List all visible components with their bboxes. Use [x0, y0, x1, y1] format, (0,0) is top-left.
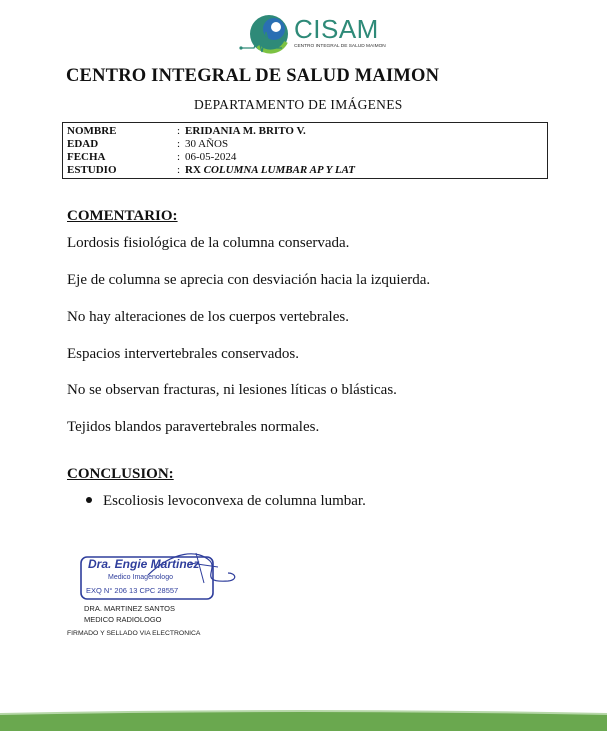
conclusion-heading: CONCLUSION: — [67, 466, 174, 482]
patient-label: NOMBRE — [67, 125, 117, 137]
stamp-ids: EXQ N° 206 13 CPC 28557 — [86, 586, 179, 595]
comentario-line: Lordosis fisiológica de la columna conservada. — [67, 235, 350, 251]
patient-study-value — [185, 164, 355, 177]
signer-title: MEDICO RADIOLOGO — [84, 615, 162, 624]
study-prefix: RX — [185, 164, 201, 176]
stamp-name: Dra. Engie Martinez — [88, 557, 200, 571]
comentario-line: Tejidos blandos paravertebrales normales. — [67, 419, 320, 435]
comentario-line: Eje de columna se aprecia con desviación hacia la izquierda. — [67, 272, 431, 288]
page-title: CENTRO INTEGRAL DE SALUD MAIMON — [66, 66, 440, 86]
patient-date-value: 06-05-2024 — [185, 151, 237, 163]
department-title: DEPARTAMENTO DE IMÁGENES — [194, 97, 403, 112]
patient-label: ESTUDIO — [67, 164, 117, 176]
bullet-icon — [86, 497, 92, 503]
signer-name: DRA. MARTINEZ SANTOS — [84, 604, 175, 613]
study-name: COLUMNA LUMBAR AP Y LAT — [203, 164, 356, 176]
signature-stamp — [78, 543, 243, 605]
patient-label: FECHA — [67, 151, 106, 163]
comentario-line: No hay alteraciones de los cuerpos vertebrales. — [67, 309, 349, 325]
patient-age-value: 30 AÑOS — [185, 138, 229, 150]
logo-name: CISAM — [294, 14, 379, 44]
patient-label: EDAD — [67, 138, 99, 150]
stamp-role: Medico Imagenologo — [108, 574, 173, 581]
logo-subtitle: CENTRO INTEGRAL DE SALUD MAIMON — [294, 44, 386, 49]
patient-name-value: ERIDANIA M. BRITO V. — [185, 125, 306, 137]
comentario-line: No se observan fracturas, ni lesiones líticas o blásticas. — [67, 382, 397, 398]
conclusion-item: Escoliosis levoconvexa de columna lumbar. — [103, 493, 366, 509]
colon: : — [177, 138, 181, 150]
comentario-line: Espacios intervertebrales conservados. — [67, 346, 299, 362]
footer-wave-icon — [0, 704, 607, 731]
patient-info-box — [62, 122, 548, 179]
colon: : — [177, 151, 181, 163]
colon: : — [177, 125, 181, 137]
signature-note: FIRMADO Y SELLADO VIA ELECTRONICA — [67, 630, 201, 637]
colon: : — [177, 164, 181, 176]
comentario-heading: COMENTARIO: — [67, 208, 178, 224]
